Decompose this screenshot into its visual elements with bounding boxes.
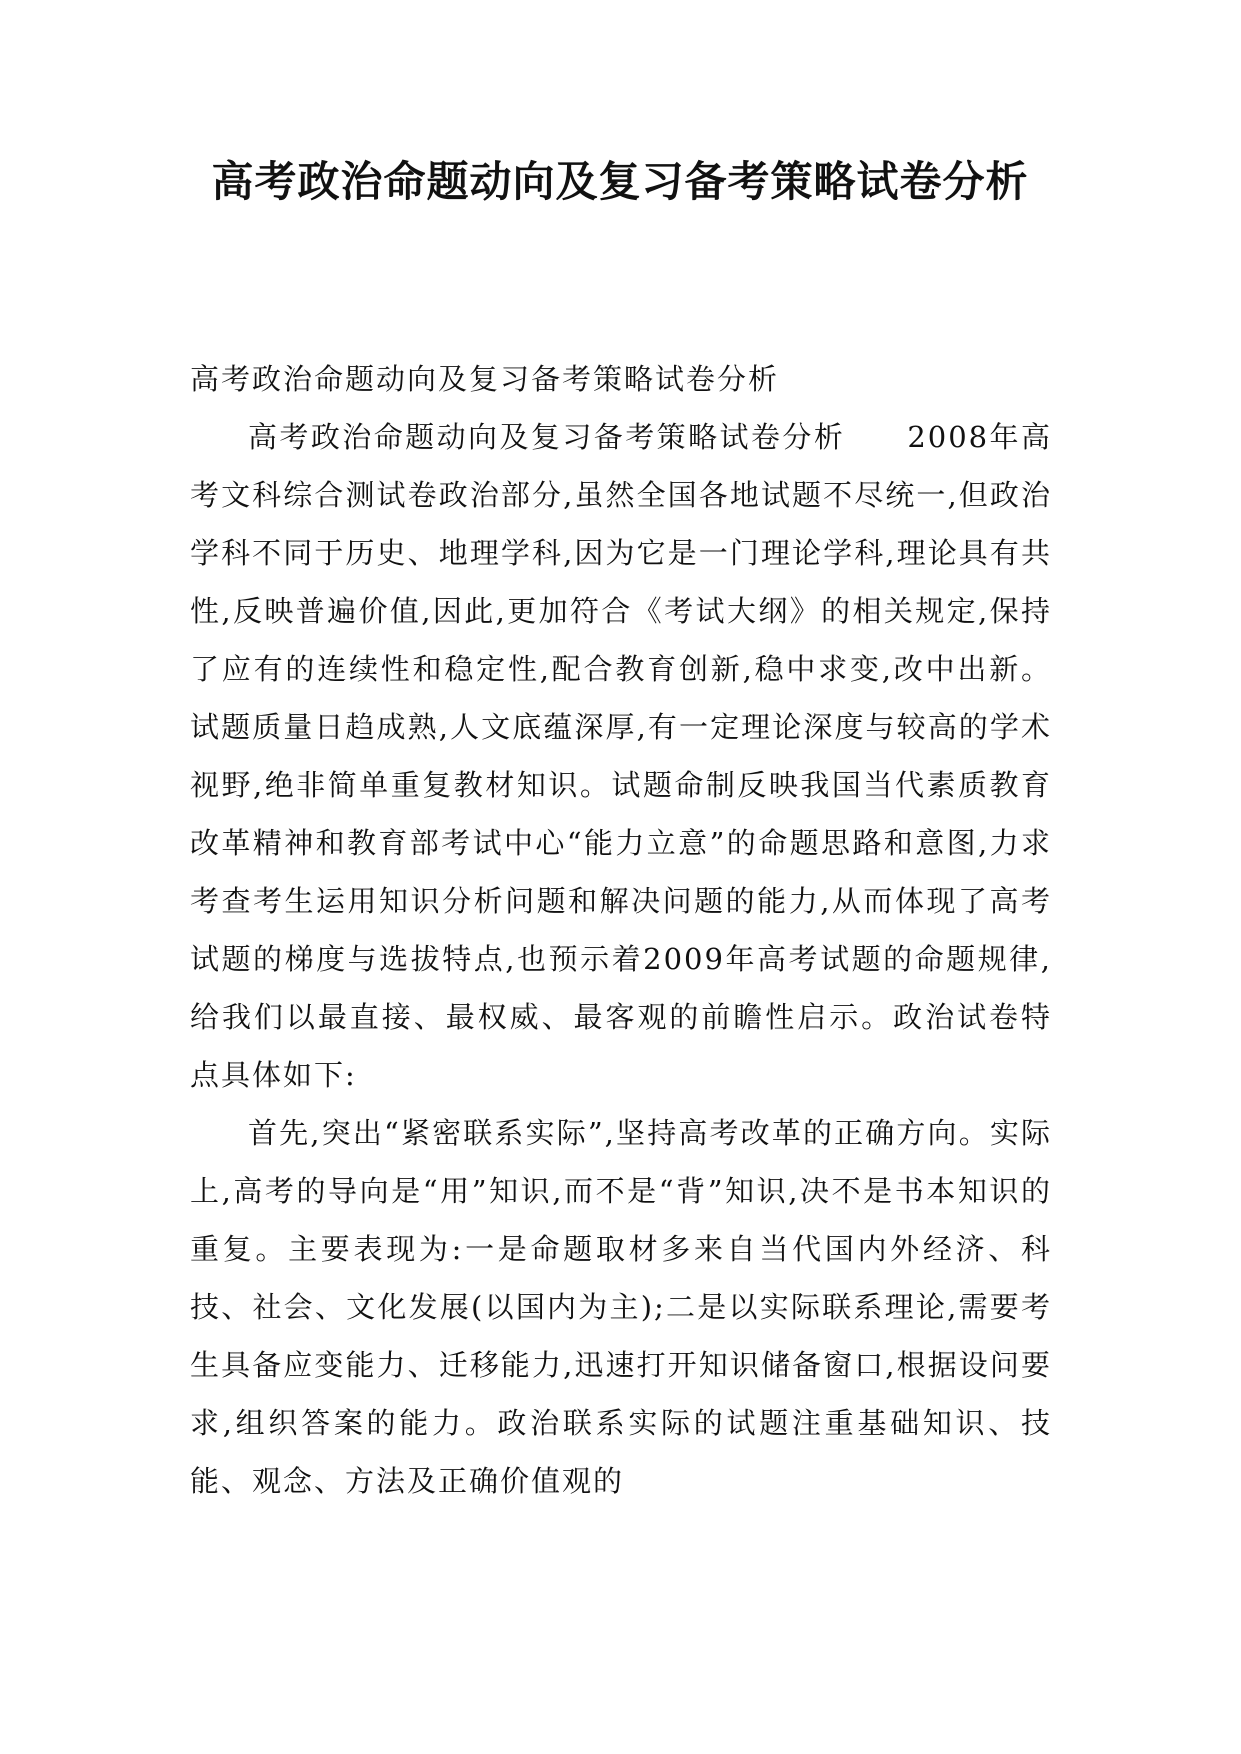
paragraph-intro-lead: 高考政治命题动向及复习备考策略试卷分析: [248, 420, 846, 454]
document-body: [190, 350, 1052, 1510]
paragraph-intro: [190, 408, 1052, 1104]
document-title: 高考政治命题动向及复习备考策略试卷分析: [211, 157, 1029, 206]
document-subtitle: 高考政治命题动向及复习备考策略试卷分析: [190, 362, 780, 396]
paragraph-intro-text: 2008年高考文科综合测试卷政治部分,虽然全国各地试题不尽统一,但政治学科不同于历史、地理学科,因为它是一门理论学科,理论具有共性,反映普遍价值,因此,更加符合《考试大纲》的相关规定,保持了应有的连续性和稳定性,配合教育创新,稳中求变,改中出新。试题质量日趋成熟,人文底蕴深厚,有一定理论深度与较高的学术视野,绝非简单重复教材知识。试题命制反映我国当代素质教育改革精神和教育部考试中心“能力立意”的命题思路和意图,力求考查考生运用知识分析问题和解决问题的能力,从而体现了高考试题的梯度与选拔特点,也预示着2009年高考试题的命题规律,给我们以最直接、最权威、最客观的前瞻性启示。政治试卷特点具体如下:: [190, 420, 1052, 1092]
paragraph-first-point: 首先,突出“紧密联系实际”,坚持高考改革的正确方向。实际上,高考的导向是“用”知识,而不是“背”知识,决不是书本知识的重复。主要表现为:一是命题取材多来自当代国内外经济、科技、社会、文化发展(以国内为主);二是以实际联系理论,需要考生具备应变能力、迁移能力,迅速打开知识储备窗口,根据设问要求,组织答案的能力。政治联系实际的试题注重基础知识、技能、观念、方法及正确价值观的: [190, 1116, 1052, 1498]
